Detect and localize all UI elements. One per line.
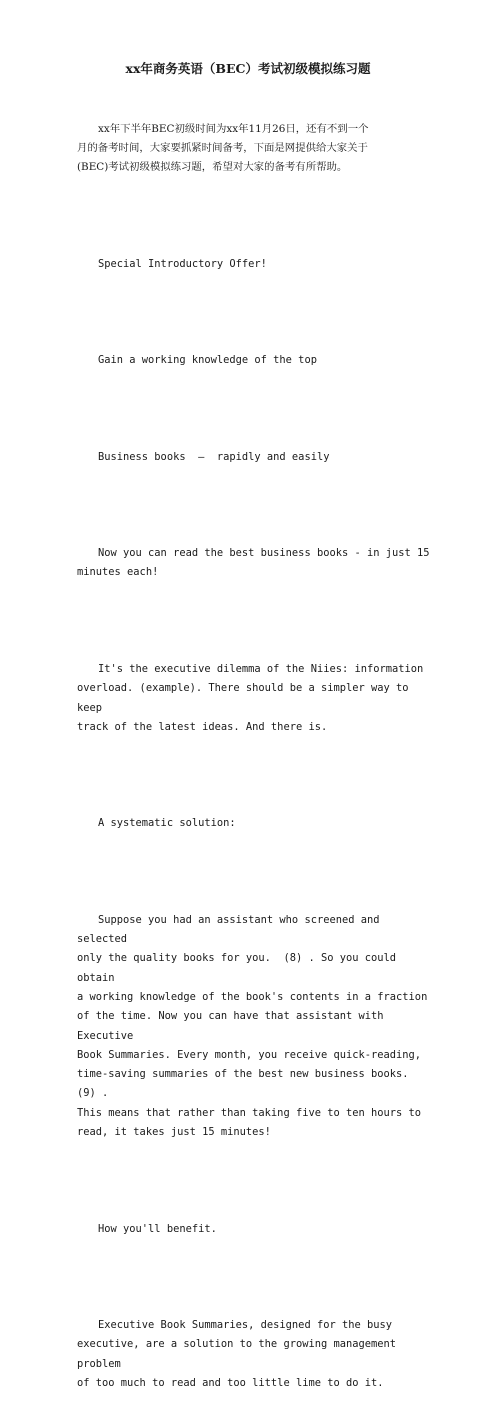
text-line: only the quality books for you. (8) . So you could obtain <box>77 952 403 984</box>
text-line: read, it takes just 15 minutes! <box>77 1126 271 1139</box>
text-line: This means that rather than taking five to ten hours to <box>77 1106 422 1119</box>
text-line: Executive Book Summaries, designed for the busy <box>98 1319 393 1331</box>
text-line: xx年下半年BEC初级时间为xx年11月26日，还有不到一个 <box>98 122 369 135</box>
text-line: minutes each! <box>77 566 159 579</box>
document-body <box>77 81 433 1404</box>
paragraph <box>77 776 433 872</box>
text-line: It's the executive dilemma of the Niies: information <box>98 662 424 675</box>
text-line: Business books – rapidly and easily <box>98 450 330 463</box>
paragraph <box>77 506 433 622</box>
document-title: xx年商务英语（BEC）考试初级模拟练习题 <box>125 61 371 76</box>
text-line: overload. (example). There should be a simpler way to keep <box>77 682 415 714</box>
text-line: Suppose you had an assistant who screened and selected <box>77 913 386 946</box>
text-line: Book Summaries. Every month, you receive quick-reading, <box>77 1048 422 1061</box>
paragraph <box>77 872 433 1181</box>
text-line: (BEC)考试初级模拟练习题，希望对大家的备考有所帮助。 <box>77 161 348 174</box>
paragraph <box>77 216 433 312</box>
text-line: How you'll benefit. <box>98 1222 217 1235</box>
text-line: Special Introductory Offer! <box>98 257 267 270</box>
text-line: track of the latest ideas. And there is. <box>77 720 328 733</box>
text-line: a working knowledge of the book's contents in a fraction <box>77 990 428 1003</box>
text-line: of the time. Now you can have that assistant with Executive <box>77 1010 390 1042</box>
paragraph <box>77 313 433 409</box>
intro-paragraph <box>77 81 433 216</box>
paragraph <box>77 409 433 505</box>
text-line: A systematic solution: <box>98 817 236 830</box>
text-line: 月的备考时间，大家要抓紧时间备考，下面是网提供给大家关于 <box>77 141 368 154</box>
text-line: executive, are a solution to the growing management problem <box>77 1338 403 1370</box>
paragraph <box>77 1277 433 1404</box>
text-line: Gain a working knowledge of the top <box>98 354 317 367</box>
text-line: time-saving summaries of the best new business books. (9) . <box>77 1068 415 1100</box>
paragraph <box>77 621 433 775</box>
text-line: Now you can read the best business books - in just 15 <box>98 547 430 560</box>
text-line: of too much to read and too little lime to do it. <box>77 1376 384 1389</box>
paragraph <box>77 1181 433 1277</box>
